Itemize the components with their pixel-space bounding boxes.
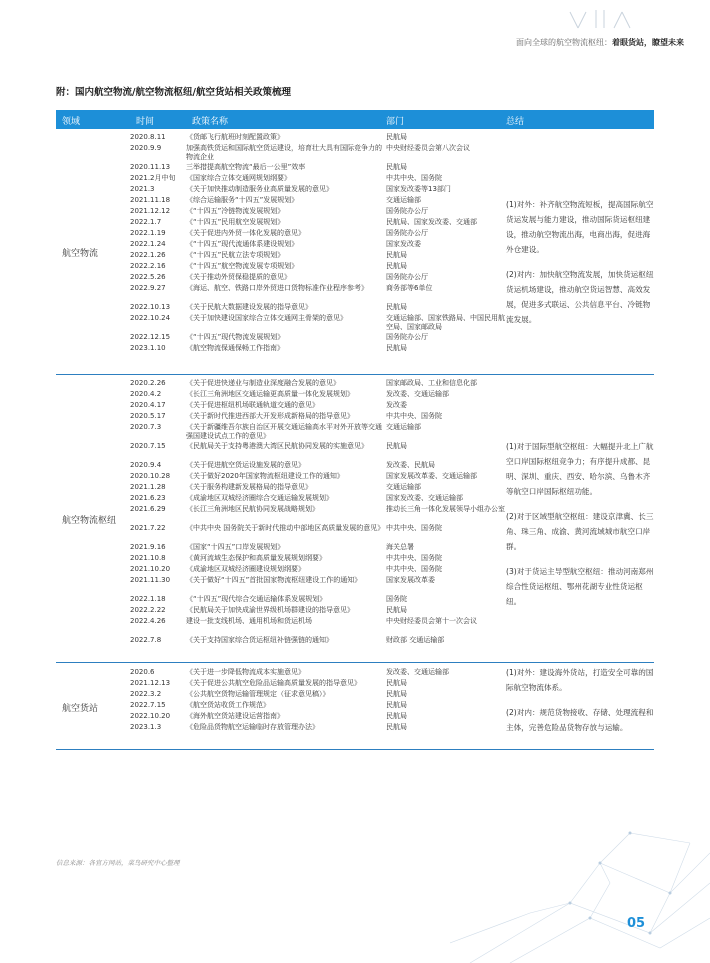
- date-cell: 2022.10.13: [130, 303, 171, 311]
- department-cell: 国家发改委、交通运输部: [386, 494, 463, 502]
- domain-label: 航空物流枢纽: [62, 516, 117, 526]
- date-cell: 2022.10.20: [130, 712, 171, 720]
- table-header: [56, 110, 654, 129]
- table-row: [130, 389, 500, 400]
- policy-name-cell: 《海运、航空、铁路口岸外贸进口货物标准作业程序参考》: [186, 284, 368, 292]
- summary-cell: [506, 197, 656, 337]
- department-cell: 民航局: [386, 690, 407, 698]
- table-row: [130, 132, 500, 143]
- date-cell: 2020.7.15: [130, 442, 166, 450]
- table-row: [130, 343, 500, 354]
- summary-paragraph: (2)对内：规范货物接收、存储、处理流程和主体，完善危险品货物存放与运输。: [506, 708, 654, 732]
- table-row: [130, 162, 500, 173]
- domain-label: 航空物流: [62, 249, 99, 259]
- date-cell: 2022.1.19: [130, 229, 166, 237]
- policy-name-cell: 《关于促进快递业与制造业深度融合发展的意见》: [186, 379, 340, 387]
- policy-name-cell: 《海外航空货站建设运营指南》: [186, 712, 284, 720]
- date-cell: 2022.5.26: [130, 273, 166, 281]
- date-cell: 2020.10.28: [130, 472, 171, 480]
- date-cell: 2020.7.3: [130, 423, 162, 431]
- date-cell: 2022.1.26: [130, 251, 166, 259]
- date-cell: 2020.8.11: [130, 133, 166, 141]
- table-row: [130, 261, 500, 272]
- table-row: [130, 173, 500, 184]
- department-cell: 发改委、民航局: [386, 461, 435, 469]
- department-cell: 发改委、交通运输部: [386, 668, 449, 676]
- date-cell: 2021.12.13: [130, 679, 171, 687]
- policy-name-cell: 《航空货站收货工作规范》: [186, 701, 270, 709]
- date-cell: 2021.3: [130, 185, 155, 193]
- logo-deco: [568, 8, 638, 30]
- department-cell: 交通运输部: [386, 483, 421, 491]
- department-cell: 民航局、国家发改委、交通部: [386, 218, 477, 226]
- table-row: [130, 250, 500, 261]
- department-cell: 国务院办公厅: [386, 207, 428, 215]
- department-cell: 财政部 交通运输部: [386, 636, 445, 644]
- date-cell: 2021.9.16: [130, 543, 166, 551]
- table-row: [130, 195, 500, 206]
- date-cell: 2022.4.26: [130, 617, 166, 625]
- department-cell: 民航局: [386, 606, 407, 614]
- policy-name-cell: 《民航局关于加快成渝世界级机场群建设的指导意见》: [186, 606, 354, 614]
- department-cell: 国家邮政局、工业和信息化部: [386, 379, 477, 387]
- department-cell: 中央财经委员会第八次会议: [386, 144, 470, 152]
- policy-name-cell: 《“十四五”现代流通体系建设规划》: [186, 240, 299, 248]
- date-cell: 2021.2月中旬: [130, 174, 176, 182]
- date-cell: 2020.2.26: [130, 379, 166, 387]
- date-cell: 2023.1.10: [130, 344, 166, 352]
- date-cell: 2022.9.27: [130, 284, 166, 292]
- section: [56, 375, 654, 663]
- policy-name-cell: 《长江三角洲地区民航协同发展战略规划》: [186, 505, 319, 513]
- date-cell: 2022.10.24: [130, 314, 171, 322]
- department-cell: 中共中央、国务院: [386, 524, 442, 532]
- policy-name-cell: 《民航局关于支持粤港澳大湾区民航协同发展的实施意见》: [186, 442, 368, 450]
- summary-paragraph: (2)对内：加快航空物流发展，加快货运枢纽货运机场建设，推动航空货运智慧、高效发展，促进多式联运、公共信息平台、冷链物流发展。: [506, 270, 654, 324]
- department-cell: 民航局: [386, 701, 407, 709]
- department-cell: 交通运输部、国家铁路局、中国民用航空局、国家邮政局: [386, 314, 505, 331]
- table-row: [130, 422, 500, 441]
- department-cell: 推动长三角一体化发展领导小组办公室: [386, 505, 505, 513]
- department-cell: 中共中央、国务院: [386, 554, 442, 562]
- policy-name-cell: 《“十四五”现代综合交通运输体系发展规划》: [186, 595, 327, 603]
- table-row: [130, 228, 500, 239]
- table-row: [130, 722, 500, 733]
- department-cell: 发改委: [386, 401, 407, 409]
- policy-name-cell: 《“十四五”民航立法专项规划》: [186, 251, 285, 259]
- summary-paragraph: (2)对于区域型航空枢纽：建设京津冀、长三角、珠三角、成渝、黄河流域城市航空口岸群。: [506, 512, 654, 551]
- policy-name-cell: 《黄河流域生态保护和高质量发展规划纲要》: [186, 554, 326, 562]
- table-row: [130, 616, 500, 635]
- summary-paragraph: (1)对于国际型航空枢纽：大幅提升北上广航空口岸国际枢纽竞争力；有序提升成都、昆明、深圳、重庆、西安、哈尔滨、乌鲁木齐等航空口岸国际枢纽功能。: [506, 442, 654, 496]
- summary-cell: [506, 439, 656, 619]
- department-cell: 民航局: [386, 712, 407, 720]
- policy-name-cell: 《关于做好2020年国家物流枢纽建设工作的通知》: [186, 472, 344, 480]
- date-cell: 2021.1.28: [130, 483, 166, 491]
- date-cell: 2020.11.13: [130, 163, 171, 171]
- network-deco: [450, 743, 710, 963]
- date-cell: 2022.2.22: [130, 606, 166, 614]
- date-cell: 2020.9.4: [130, 461, 162, 469]
- policy-name-cell: 《国家综合立体交通网规划纲要》: [186, 174, 291, 182]
- department-cell: 民航局: [386, 133, 407, 141]
- policy-name-cell: 《关于促进航空货运设施发展的意见》: [186, 461, 305, 469]
- table-row: [130, 575, 500, 594]
- table-row: [130, 667, 500, 678]
- policy-name-cell: 《长江三角洲地区交通运输更高质量一体化发展规划》: [186, 390, 354, 398]
- date-cell: 2021.7.22: [130, 524, 166, 532]
- table-row: [130, 411, 500, 422]
- table-row: [130, 482, 500, 493]
- department-cell: 民航局: [386, 442, 407, 450]
- table-row: [130, 313, 505, 332]
- department-cell: 国家发展改革委、交通运输部: [386, 472, 477, 480]
- department-cell: 交通运输部: [386, 423, 421, 431]
- section-rows: [130, 667, 500, 733]
- date-cell: 2021.10.20: [130, 565, 171, 573]
- date-cell: 2020.9.9: [130, 144, 162, 152]
- policy-name-cell: 《成渝地区双城经济圈建设规划纲要》: [186, 565, 305, 573]
- department-cell: 国家发改委: [386, 240, 421, 248]
- policy-name-cell: 《关于促进内外贸一体化发展的意见》: [186, 229, 305, 237]
- section-rows: [130, 132, 505, 354]
- date-cell: 2022.7.15: [130, 701, 166, 709]
- date-cell: 2022.1.24: [130, 240, 166, 248]
- header-prefix: 面向全球的航空物流枢纽：: [516, 38, 612, 47]
- policy-name-cell: 《关于促进公共航空危险品运输高质量发展的指导意见》: [186, 679, 361, 687]
- policy-name-cell: 《关于新疆维吾尔族自治区开展交通运输高水平对外开放等交通强国建设试点工作的意见》: [186, 423, 382, 440]
- source-note: 信息来源：各官方网站，菜鸟研究中心整理: [56, 859, 180, 867]
- table-row: [130, 689, 500, 700]
- col-dept: 部门: [386, 117, 405, 127]
- date-cell: 2022.3.2: [130, 690, 162, 698]
- policy-name-cell: 三举措提高航空物流“最后一公里”效率: [186, 163, 306, 171]
- table-row: [130, 206, 500, 217]
- table-row: [130, 272, 500, 283]
- department-cell: 发改委、交通运输部: [386, 390, 449, 398]
- date-cell: 2020.5.17: [130, 412, 166, 420]
- table-row: [130, 542, 500, 553]
- date-cell: 2022.12.15: [130, 333, 171, 341]
- col-name: 政策名称: [192, 117, 229, 127]
- domain-label: 航空货站: [62, 704, 99, 714]
- policy-name-cell: 《货邮飞行航班时刻配置政策》: [186, 133, 284, 141]
- date-cell: 2021.10.8: [130, 554, 166, 562]
- department-cell: 民航局: [386, 262, 407, 270]
- date-cell: 2022.1.18: [130, 595, 166, 603]
- table-row: [130, 302, 500, 313]
- policy-name-cell: 《关于促进枢纽机场联通轨道交通的意见》: [186, 401, 319, 409]
- department-cell: 国务院办公厅: [386, 229, 428, 237]
- policy-name-cell: 《中共中央 国务院关于新时代推动中部地区高质量发展的意见》: [186, 524, 385, 532]
- summary-paragraph: (3)对于货运主导型航空枢纽：推动河南郑州综合性货运枢纽、鄂州花湖专业性货运枢纽。: [506, 567, 654, 606]
- date-cell: 2020.6: [130, 668, 155, 676]
- table-row: [130, 700, 500, 711]
- col-date: 时间: [136, 117, 155, 127]
- header-bold: 着眼货站，瞭望未来: [612, 38, 684, 47]
- table-row: [130, 523, 500, 542]
- policy-name-cell: 《“十四五”冷链物流发展规划》: [186, 207, 285, 215]
- date-cell: 2021.11.18: [130, 196, 171, 204]
- department-cell: 民航局: [386, 303, 407, 311]
- date-cell: 2022.1.7: [130, 218, 162, 226]
- policy-name-cell: 《国家“十四五”口岸发展规划》: [186, 543, 285, 551]
- date-cell: 2020.4.2: [130, 390, 162, 398]
- date-cell: 2022.2.16: [130, 262, 166, 270]
- col-domain: 领域: [62, 117, 81, 127]
- department-cell: 民航局: [386, 163, 407, 171]
- department-cell: 民航局: [386, 344, 407, 352]
- policy-name-cell: 《关于做好“十四五”首批国家物流枢纽建设工作的通知》: [186, 576, 362, 584]
- summary-paragraph: (1)对外：补齐航空物流短板，提高国际航空货运发展与能力建设，推动国际货运枢纽建设，推动航空物流出海，电商出海，促进海外仓建设。: [506, 200, 654, 254]
- policy-name-cell: 加强高铁货运和国际航空货运建设，培育壮大具有国际竞争力的物流企业: [186, 144, 382, 161]
- policy-name-cell: 《“十四五”现代物流发展规划》: [186, 333, 285, 341]
- table-row: [130, 635, 500, 646]
- table-row: [130, 493, 500, 504]
- table-row: [130, 678, 500, 689]
- policy-name-cell: 《“十四五”民用航空发展规划》: [186, 218, 285, 226]
- table-row: [130, 605, 500, 616]
- date-cell: 2021.6.23: [130, 494, 166, 502]
- policy-name-cell: 《关于加快建设国家综合立体交通网主骨架的意见》: [186, 314, 347, 322]
- date-cell: 2023.1.3: [130, 723, 162, 731]
- policy-name-cell: 《关于进一步降低物流成本实施意见》: [186, 668, 305, 676]
- table-row: [130, 400, 500, 411]
- department-cell: 国务院办公厅: [386, 333, 428, 341]
- table-row: [130, 504, 505, 523]
- table-row: [130, 332, 500, 343]
- policy-table: [56, 129, 654, 750]
- policy-name-cell: 《综合运输服务“十四五”发展规划》: [186, 196, 299, 204]
- table-row: [130, 217, 500, 228]
- policy-name-cell: 《关于支持国家综合货运枢纽补链强链的通知》: [186, 636, 333, 644]
- policy-name-cell: 《关于新时代推进西部大开发形成新格局的指导意见》: [186, 412, 354, 420]
- department-cell: 中央财经委员会第十一次会议: [386, 617, 477, 625]
- date-cell: 2020.4.17: [130, 401, 166, 409]
- table-row: [130, 553, 500, 564]
- page-number: 05: [627, 916, 646, 931]
- table-row: [130, 471, 500, 482]
- department-cell: 国务院办公厅: [386, 273, 428, 281]
- department-cell: 国务院: [386, 595, 407, 603]
- table-row: [130, 378, 500, 389]
- policy-name-cell: 《公共航空货物运输管理规定（征求意见稿）》: [186, 690, 330, 698]
- section-rows: [130, 378, 505, 646]
- section: [56, 663, 654, 750]
- page-title: 附：国内航空物流/航空物流枢纽/航空货站相关政策梳理: [56, 87, 291, 98]
- department-cell: 民航局: [386, 723, 407, 731]
- table-row: [130, 184, 500, 195]
- table-row: [130, 143, 500, 162]
- col-summary: 总结: [506, 117, 525, 127]
- department-cell: 国家发展改革委: [386, 576, 435, 584]
- department-cell: 中共中央、国务院: [386, 412, 442, 420]
- table-row: [130, 460, 500, 471]
- policy-name-cell: 建设一批支线机场、通用机场和货运机场: [186, 617, 312, 625]
- table-row: [130, 564, 500, 575]
- table-row: [130, 711, 500, 722]
- department-cell: 海关总署: [386, 543, 414, 551]
- department-cell: 商务部等6单位: [386, 284, 433, 292]
- policy-name-cell: 《“十四五”航空物流发展专项规划》: [186, 262, 299, 270]
- department-cell: 中共中央、国务院: [386, 174, 442, 182]
- table-row: [130, 239, 500, 250]
- department-cell: 交通运输部: [386, 196, 421, 204]
- date-cell: 2021.12.12: [130, 207, 171, 215]
- department-cell: 中共中央、国务院: [386, 565, 442, 573]
- department-cell: 民航局: [386, 679, 407, 687]
- policy-name-cell: 《关于推动外贸保稳提质的意见》: [186, 273, 291, 281]
- date-cell: 2021.6.29: [130, 505, 166, 513]
- policy-name-cell: 《关于服务构建新发展格局的指导意见》: [186, 483, 312, 491]
- policy-name-cell: 《成渝地区双城经济圈综合交通运输发展规划》: [186, 494, 333, 502]
- department-cell: 国家发改委等13部门: [386, 185, 451, 193]
- table-row: [130, 283, 500, 302]
- summary-cell: [506, 665, 656, 745]
- date-cell: 2021.11.30: [130, 576, 171, 584]
- date-cell: 2022.7.8: [130, 636, 162, 644]
- summary-paragraph: (1)对外：建设海外货站，打造安全可靠的国际航空物流体系。: [506, 668, 654, 692]
- page-header: [516, 37, 684, 48]
- policy-name-cell: 《航空物流保通保畅工作指南》: [186, 344, 284, 352]
- policy-name-cell: 《危险品货物航空运输临时存放管理办法》: [186, 723, 319, 731]
- section: [56, 129, 654, 375]
- policy-name-cell: 《关于加快推动制造服务业高质量发展的意见》: [186, 185, 333, 193]
- table-row: [130, 441, 500, 460]
- department-cell: 民航局: [386, 251, 407, 259]
- table-row: [130, 594, 500, 605]
- policy-name-cell: 《关于民航大数据建设发展的指导意见》: [186, 303, 312, 311]
